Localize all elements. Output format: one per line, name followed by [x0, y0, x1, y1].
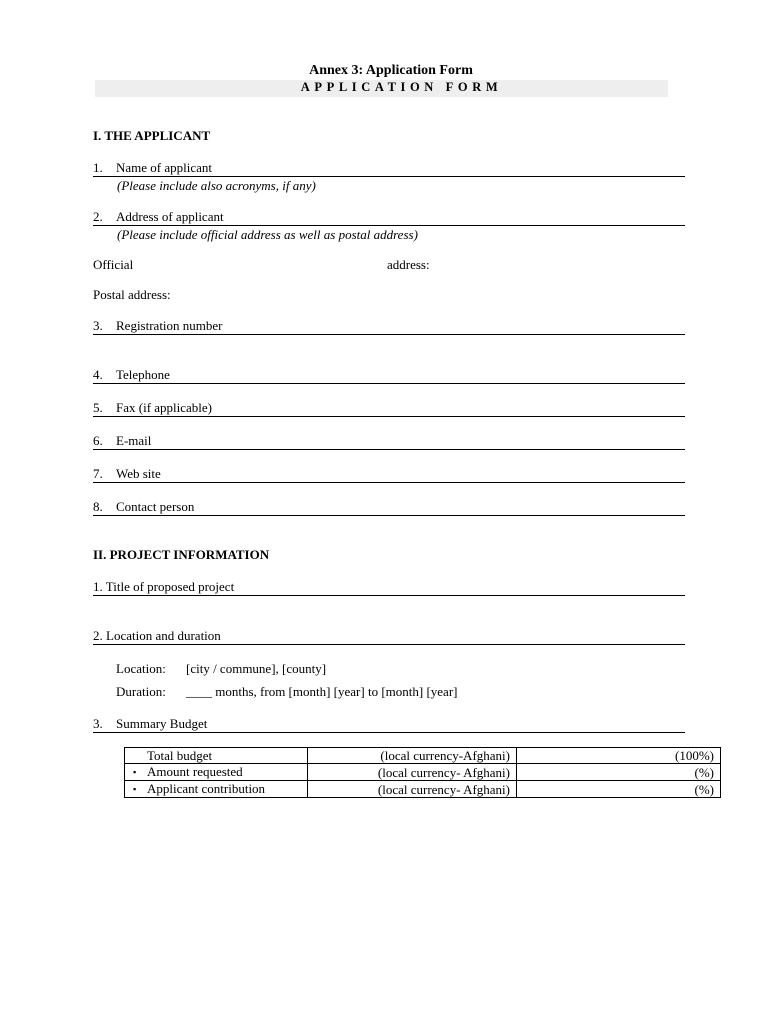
field-label: Summary Budget [116, 716, 208, 731]
duration-value: ____ months, from [month] [year] to [month] [year] [186, 684, 458, 699]
budget-item-label: Applicant contribution [147, 781, 266, 796]
field-number: 3. [93, 318, 103, 333]
address-of-applicant-field[interactable] [93, 209, 685, 226]
field-number: 3. [93, 716, 103, 731]
field-label: E-mail [116, 433, 152, 448]
address-note: (Please include official address as well as postal address) [117, 227, 418, 242]
field-number: 6. [93, 433, 103, 448]
registration-number-field[interactable] [93, 318, 685, 335]
acronyms-note: (Please include also acronyms, if any) [117, 178, 316, 193]
table-row [125, 748, 721, 764]
document-title: Annex 3: Application Form [309, 63, 473, 78]
budget-item-cell [125, 781, 308, 798]
fax-field[interactable] [93, 400, 685, 417]
location-value: [city / commune], [county] [186, 661, 327, 676]
field-number: 2. [93, 209, 103, 224]
field-label: Web site [116, 466, 161, 481]
budget-currency-cell[interactable]: (local currency- Afghani) [308, 781, 517, 798]
budget-percent-cell[interactable]: (%) [517, 781, 721, 798]
bullet-icon: ▪ [133, 767, 137, 777]
field-label: Telephone [116, 367, 170, 382]
budget-item-label: Amount requested [147, 764, 243, 779]
field-number: 5. [93, 400, 103, 415]
budget-item-cell [125, 748, 308, 764]
field-label: Fax (if applicable) [116, 400, 213, 415]
web-site-field[interactable] [93, 466, 685, 483]
location-label: Location: [116, 661, 166, 676]
field-number: 7. [93, 466, 103, 481]
budget-percent-cell[interactable]: (100%) [517, 748, 721, 764]
field-number: 4. [93, 367, 103, 382]
telephone-field[interactable] [93, 367, 685, 384]
field-number: 1. [93, 160, 103, 175]
table-row [125, 764, 721, 781]
budget-percent-cell[interactable]: (%) [517, 764, 721, 781]
budget-item-cell [125, 764, 308, 781]
name-of-applicant-field[interactable] [93, 160, 685, 177]
official-label: Official [93, 257, 134, 272]
bullet-icon: ▪ [133, 784, 137, 794]
official-address-label: address: [387, 257, 430, 272]
field-label: Registration number [116, 318, 223, 333]
field-number: 8. [93, 499, 103, 514]
field-label: Contact person [116, 499, 195, 514]
field-label: Address of applicant [116, 209, 224, 224]
field-label: Name of applicant [116, 160, 213, 175]
duration-label: Duration: [116, 684, 166, 699]
field-label: 1. Title of proposed project [93, 579, 235, 594]
email-field[interactable] [93, 433, 685, 450]
field-label: 2. Location and duration [93, 628, 221, 643]
form-subtitle: APPLICATION FORM [300, 80, 503, 94]
location-duration-field[interactable] [93, 628, 685, 645]
section-project-heading: II. PROJECT INFORMATION [93, 547, 270, 562]
summary-budget-field [93, 716, 685, 733]
table-row [125, 781, 721, 798]
project-title-field[interactable] [93, 579, 685, 596]
summary-budget-table [124, 747, 721, 798]
section-applicant-heading: I. THE APPLICANT [93, 128, 211, 143]
budget-item-label: Total budget [147, 748, 213, 763]
budget-currency-cell[interactable]: (local currency-Afghani) [308, 748, 517, 764]
postal-address-label: Postal address: [93, 287, 171, 302]
budget-currency-cell[interactable]: (local currency- Afghani) [308, 764, 517, 781]
contact-person-field[interactable] [93, 499, 685, 516]
